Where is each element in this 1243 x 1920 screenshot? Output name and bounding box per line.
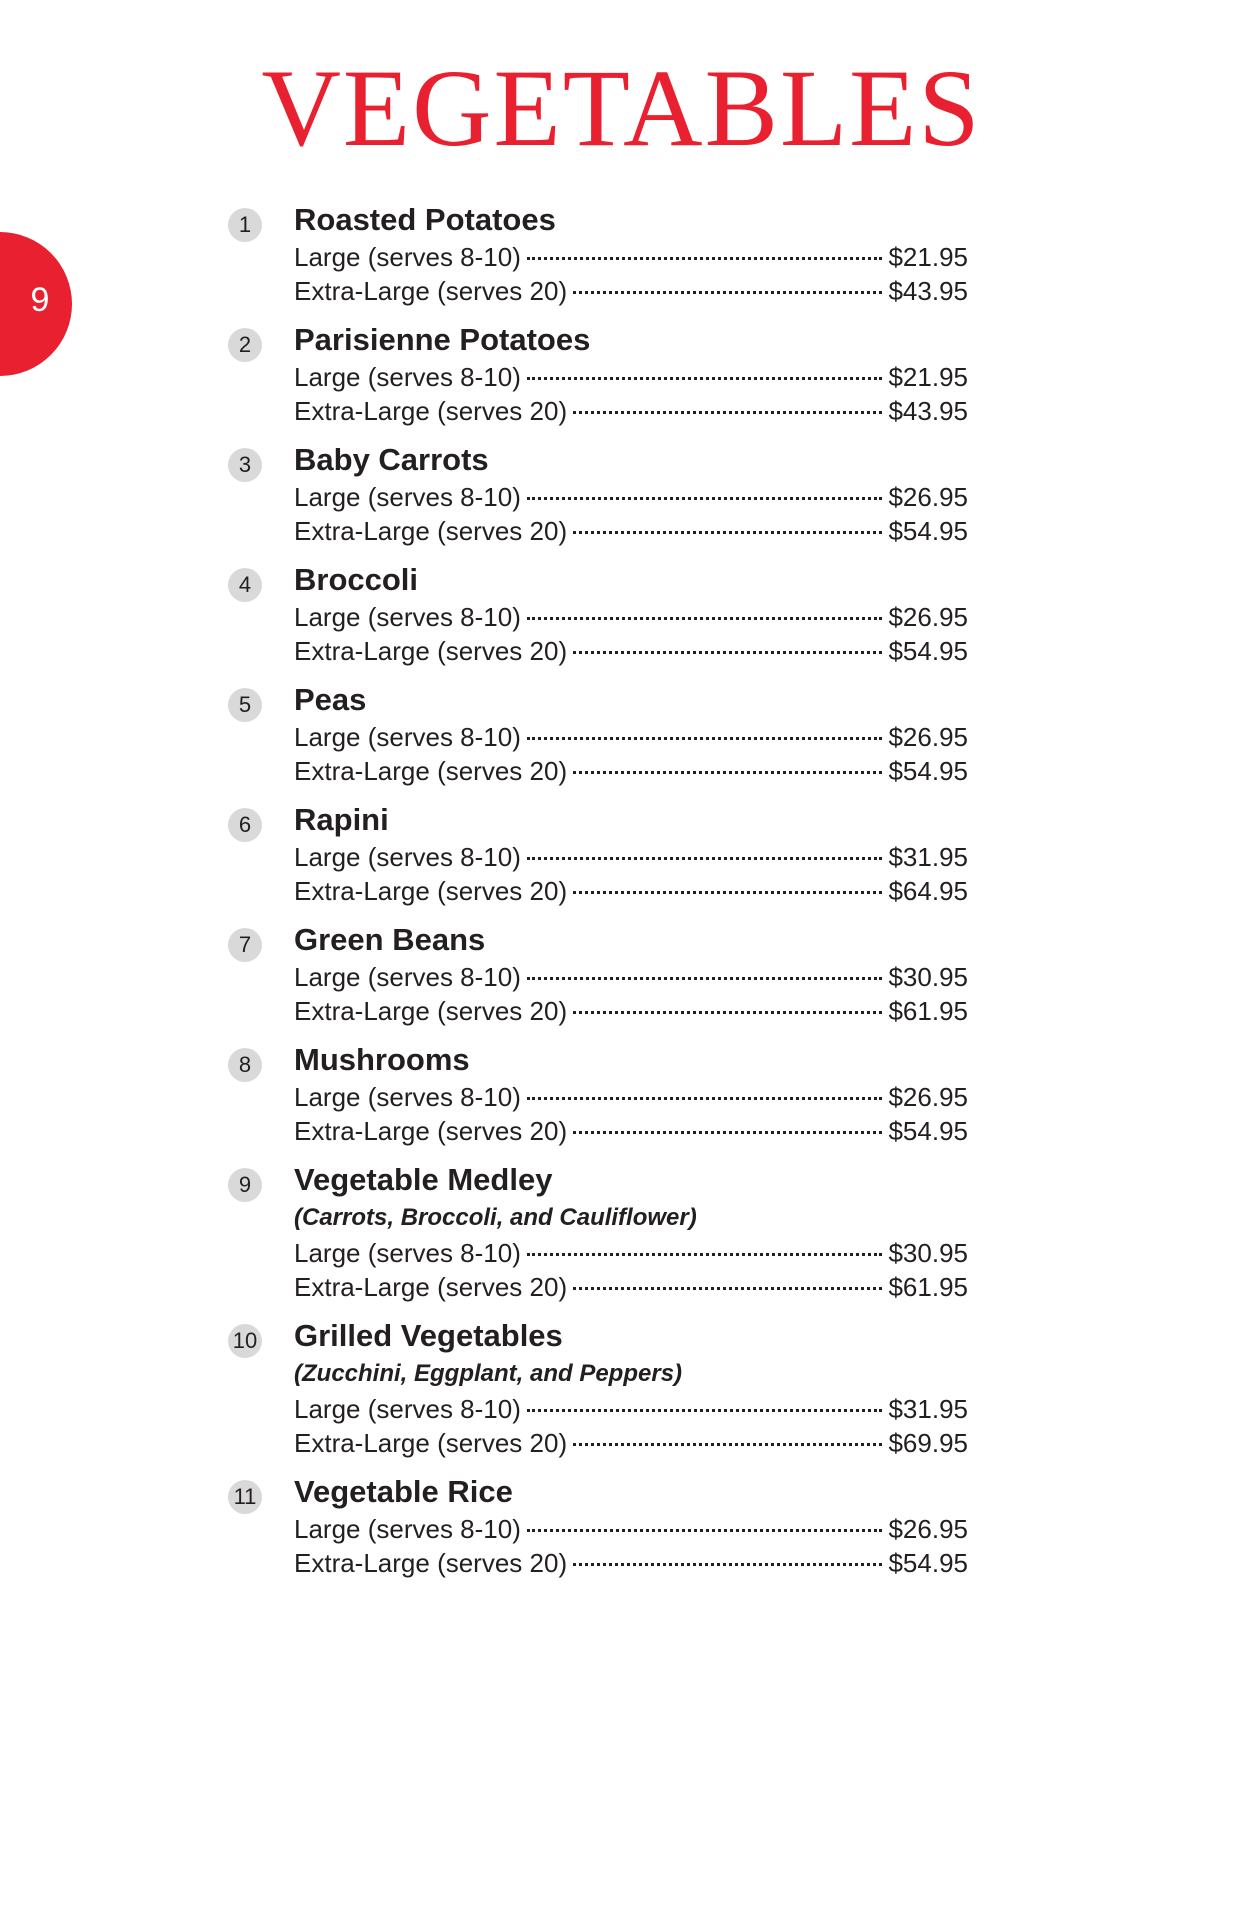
price-row — [294, 394, 968, 428]
price: $26.95 — [888, 1514, 968, 1544]
size-label: Extra-Large (serves 20) — [294, 396, 568, 426]
price-row — [294, 874, 968, 908]
size-label: Extra-Large (serves 20) — [294, 876, 568, 906]
price-row — [294, 994, 968, 1028]
item-name: Grilled Vegetables — [294, 1318, 563, 1353]
dot-leader — [573, 531, 882, 534]
price: $43.95 — [888, 396, 968, 426]
dot-leader — [573, 771, 882, 774]
price-row — [294, 1512, 968, 1546]
item-name: Green Beans — [294, 922, 486, 957]
item-name: Rapini — [294, 802, 389, 837]
item-number-badge: 1 — [228, 208, 262, 242]
dot-leader — [573, 411, 882, 414]
item-name: Baby Carrots — [294, 442, 489, 477]
price-row — [294, 600, 968, 634]
size-label: Large (serves 8-10) — [294, 482, 521, 512]
menu-item — [228, 560, 968, 668]
price: $26.95 — [888, 482, 968, 512]
price-row — [294, 1080, 968, 1114]
dot-leader — [573, 651, 882, 654]
price: $26.95 — [888, 722, 968, 752]
item-description: (Carrots, Broccoli, and Cauliflower) — [294, 1204, 697, 1231]
size-label: Large (serves 8-10) — [294, 1082, 521, 1112]
menu-item — [228, 200, 968, 308]
price-row — [294, 754, 968, 788]
size-label: Large (serves 8-10) — [294, 722, 521, 752]
item-number-badge: 5 — [228, 688, 262, 722]
price: $26.95 — [888, 1082, 968, 1112]
dot-leader — [527, 1097, 883, 1100]
item-number-badge: 9 — [228, 1168, 262, 1202]
size-label: Extra-Large (serves 20) — [294, 1428, 568, 1458]
price: $30.95 — [888, 962, 968, 992]
dot-leader — [527, 377, 883, 380]
price: $54.95 — [888, 1548, 968, 1578]
size-label: Extra-Large (serves 20) — [294, 1548, 568, 1578]
price: $61.95 — [888, 996, 968, 1026]
dot-leader — [527, 1409, 883, 1412]
size-label: Large (serves 8-10) — [294, 242, 521, 272]
item-description: (Zucchini, Eggplant, and Peppers) — [294, 1360, 683, 1387]
size-label: Extra-Large (serves 20) — [294, 996, 568, 1026]
menu-item — [228, 1040, 968, 1148]
size-label: Extra-Large (serves 20) — [294, 756, 568, 786]
price: $21.95 — [888, 242, 968, 272]
dot-leader — [527, 1529, 883, 1532]
item-name: Peas — [294, 682, 367, 717]
price-row — [294, 240, 968, 274]
price: $43.95 — [888, 276, 968, 306]
size-label: Large (serves 8-10) — [294, 362, 521, 392]
price-row — [294, 480, 968, 514]
price-row — [294, 720, 968, 754]
size-label: Large (serves 8-10) — [294, 1394, 521, 1424]
dot-leader — [527, 857, 883, 860]
page-number: 9 — [30, 281, 50, 319]
dot-leader — [573, 1287, 882, 1290]
menu-item — [228, 680, 968, 788]
price: $30.95 — [888, 1238, 968, 1268]
size-label: Large (serves 8-10) — [294, 1514, 521, 1544]
dot-leader — [527, 497, 883, 500]
item-number-badge: 7 — [228, 928, 262, 962]
price-row — [294, 960, 968, 994]
size-label: Extra-Large (serves 20) — [294, 1272, 568, 1302]
size-label: Large (serves 8-10) — [294, 602, 521, 632]
size-label: Large (serves 8-10) — [294, 962, 521, 992]
price-row — [294, 1236, 968, 1270]
dot-leader — [527, 737, 883, 740]
item-number-badge: 6 — [228, 808, 262, 842]
price: $26.95 — [888, 602, 968, 632]
menu-item — [228, 1472, 968, 1580]
size-label: Large (serves 8-10) — [294, 842, 521, 872]
price: $64.95 — [888, 876, 968, 906]
item-number-badge: 4 — [228, 568, 262, 602]
item-number-badge: 10 — [228, 1324, 262, 1358]
menu-item — [228, 320, 968, 428]
dot-leader — [527, 1253, 883, 1256]
menu-item — [228, 1316, 968, 1460]
menu-item — [228, 920, 968, 1028]
price: $54.95 — [888, 516, 968, 546]
dot-leader — [573, 1563, 882, 1566]
size-label: Extra-Large (serves 20) — [294, 516, 568, 546]
price-row — [294, 840, 968, 874]
item-name: Broccoli — [294, 562, 419, 597]
price-row — [294, 1270, 968, 1304]
dot-leader — [573, 1443, 882, 1446]
price-row — [294, 1546, 968, 1580]
dot-leader — [573, 1131, 882, 1134]
dot-leader — [573, 1011, 882, 1014]
price-row — [294, 1426, 968, 1460]
price: $54.95 — [888, 1116, 968, 1146]
price: $54.95 — [888, 636, 968, 666]
item-name: Roasted Potatoes — [294, 202, 556, 237]
item-number-badge: 8 — [228, 1048, 262, 1082]
dot-leader — [527, 617, 883, 620]
price-row — [294, 1114, 968, 1148]
price: $31.95 — [888, 1394, 968, 1424]
item-name: Mushrooms — [294, 1042, 470, 1077]
item-name: Vegetable Medley — [294, 1162, 553, 1197]
price: $21.95 — [888, 362, 968, 392]
price: $61.95 — [888, 1272, 968, 1302]
dot-leader — [573, 291, 882, 294]
size-label: Extra-Large (serves 20) — [294, 276, 568, 306]
page-title: VEGETABLES — [261, 47, 982, 169]
menu-list — [228, 200, 968, 1580]
size-label: Large (serves 8-10) — [294, 1238, 521, 1268]
item-name: Vegetable Rice — [294, 1474, 513, 1509]
dot-leader — [527, 977, 883, 980]
menu-item — [228, 440, 968, 548]
item-number-badge: 11 — [228, 1480, 262, 1514]
item-number-badge: 3 — [228, 448, 262, 482]
price-row — [294, 1392, 968, 1426]
menu-item — [228, 1160, 968, 1304]
price-row — [294, 634, 968, 668]
menu-item — [228, 800, 968, 908]
item-number-badge: 2 — [228, 328, 262, 362]
price: $69.95 — [888, 1428, 968, 1458]
item-name: Parisienne Potatoes — [294, 322, 591, 357]
price: $31.95 — [888, 842, 968, 872]
dot-leader — [527, 257, 883, 260]
dot-leader — [573, 891, 882, 894]
size-label: Extra-Large (serves 20) — [294, 636, 568, 666]
price-row — [294, 360, 968, 394]
price-row — [294, 274, 968, 308]
size-label: Extra-Large (serves 20) — [294, 1116, 568, 1146]
price-row — [294, 514, 968, 548]
price: $54.95 — [888, 756, 968, 786]
